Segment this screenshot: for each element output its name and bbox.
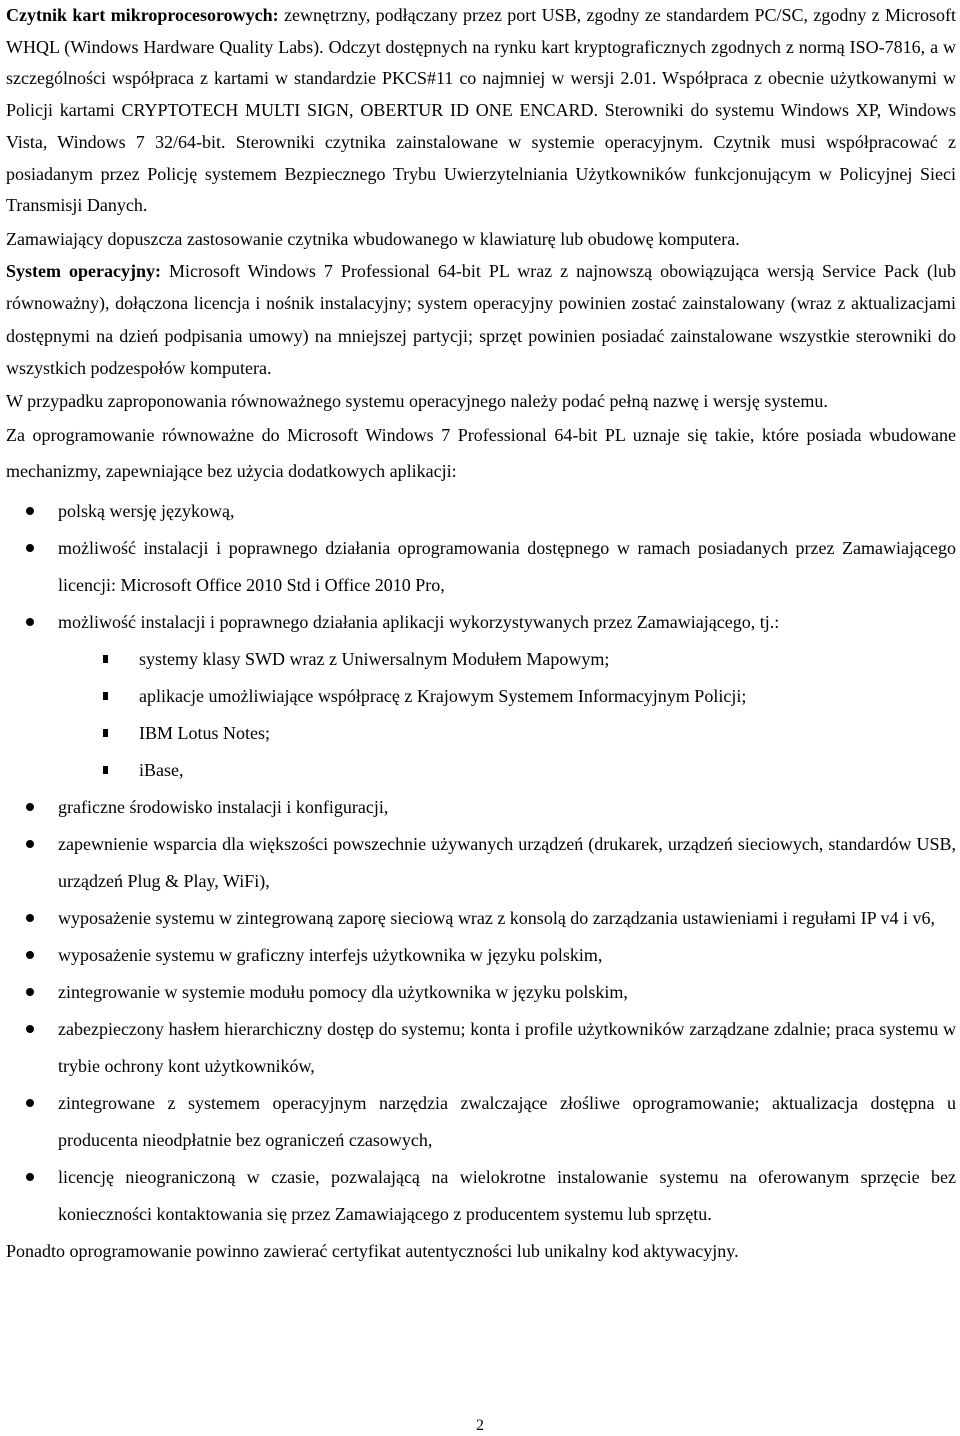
bullet-icon	[26, 840, 34, 848]
sub-list-item-text: IBM Lotus Notes;	[139, 722, 271, 743]
bullet-icon	[26, 803, 34, 811]
document-page	[6, 0, 956, 1270]
list-item-text: zintegrowanie w systemie modułu pomocy dla użytkownika w języku polskim,	[58, 981, 628, 1002]
list-item	[6, 789, 956, 826]
sub-list-item	[6, 752, 956, 789]
bullet-icon	[26, 914, 34, 922]
bullet-icon	[26, 507, 34, 515]
list-item	[6, 974, 956, 1011]
list-item-text: polską wersję językową,	[58, 500, 235, 521]
sub-list-item	[6, 678, 956, 715]
requirements-list	[6, 493, 956, 1233]
page-number: 2	[476, 1417, 484, 1434]
paragraph-operating-system	[6, 255, 956, 385]
list-item-text: zabezpieczony hasłem hierarchiczny dostęp do systemu; konta i profile użytkowników zarządzane zdalnie; praca systemu w trybie ochrony kont użytkowników,	[58, 1018, 956, 1076]
sub-list-item-text: iBase,	[139, 759, 184, 780]
list-item-text: wyposażenie systemu w zintegrowaną zaporę sieciową wraz z konsolą do zarządzania ustawieniami i regułami IP v4 i v6,	[58, 907, 936, 928]
sub-list-item	[6, 715, 956, 752]
bullet-icon	[26, 1173, 34, 1181]
list-item	[6, 900, 956, 937]
list-item	[6, 530, 956, 604]
applications-sublist	[58, 641, 956, 789]
paragraph-built-in-reader: Zamawiający dopuszcza zastosowanie czytnika wbudowanego w klawiaturę lub obudowę komputera.	[6, 228, 740, 249]
paragraph-lead: Czytnik kart mikroprocesorowych:	[6, 5, 279, 25]
list-item-text: graficzne środowisko instalacji i konfiguracji,	[58, 796, 389, 817]
list-item-text: zapewnienie wsparcia dla większości powszechnie używanych urządzeń (drukarek, urządzeń sieciowych, standardów USB, urządzeń Plug & Play, WiFi),	[58, 833, 956, 891]
list-item-text: licencję nieograniczoną w czasie, pozwalającą na wielokrotne instalowanie systemu na oferowanym sprzęcie bez konieczności kontaktowania się przez Zamawiającego z producentem systemu lub sprzętu.	[58, 1166, 956, 1224]
paragraph-certificate: Ponadto oprogramowanie powinno zawierać certyfikat autentyczności lub unikalny kod aktywacyjny.	[6, 1240, 739, 1261]
paragraph-body: zewnętrzny, podłączany przez port USB, zgodny ze standardem PC/SC, zgodny z Microsoft WHQL (Windows Hardware Quality Labs). Odczyt dostępnych na rynku kart kryptograficznych zgodnych z normą ISO-7816, a w szczególności współpraca z kartami w standardzie PKCS#11 co najmniej w wersji 2.01. Współpraca z obecnie użytkowanymi w Policji kartami CRYPTOTECH MULTI SIGN, OBERTUR ID ONE ENCARD. Sterowniki do systemu Windows XP, Windows Vista, Windows 7 32/64-bit. Sterowniki czytnika zainstalowane w systemie operacyjnym. Czytnik musi współpracować z posiadanym przez Policję systemem Bezpiecznego Trybu Uwierzytelniania Użytkowników funkcjonującym w Policyjnej Sieci Transmisji Danych.	[6, 5, 957, 216]
list-item	[6, 1159, 956, 1233]
sub-list-item-text: systemy klasy SWD wraz z Uniwersalnym Modułem Mapowym;	[139, 648, 610, 669]
list-item	[6, 826, 956, 900]
list-item	[6, 937, 956, 974]
list-item-text: możliwość instalacji i poprawnego działania oprogramowania dostępnego w ramach posiadanych przez Zamawiającego licencji: Microsoft Office 2010 Std i Office 2010 Pro,	[58, 537, 956, 595]
sub-list-item	[6, 641, 956, 678]
paragraph-body: Microsoft Windows 7 Professional 64-bit PL wraz z najnowszą obowiązująca wersją Service Pack (lub równoważny), dołączona licencja i nośnik instalacyjny; system operacyjny powinien zostać zainstalowany (wraz z aktualizacjami dostępnymi na dzień podpisania umowy) na mniejszej partycji; sprzęt powinien posiadać zainstalowane wszystkie sterowniki do wszystkich podzespołów komputera.	[6, 260, 956, 379]
list-item	[6, 604, 956, 789]
list-item	[6, 1011, 956, 1085]
square-bullet-icon	[103, 655, 108, 663]
list-item-text: zintegrowane z systemem operacyjnym narzędzia zwalczające złośliwe oprogramowanie; aktualizacja dostępna u producenta nieodpłatnie bez ograniczeń czasowych,	[58, 1092, 956, 1150]
paragraph-equivalent-system: W przypadku zaproponowania równoważnego systemu operacyjnego należy podać pełną nazwę i wersję systemu.	[6, 390, 828, 411]
bullet-icon	[26, 544, 34, 552]
bullet-icon	[26, 618, 34, 626]
paragraph-card-reader	[6, 0, 956, 222]
bullet-icon	[26, 988, 34, 996]
square-bullet-icon	[103, 766, 108, 774]
bullet-icon	[26, 1025, 34, 1033]
sub-list-item-text: aplikacje umożliwiające współpracę z Krajowym Systemem Informacyjnym Policji;	[139, 685, 747, 706]
list-item	[6, 1085, 956, 1159]
bullet-icon	[26, 951, 34, 959]
bullet-icon	[26, 1099, 34, 1107]
paragraph-equivalent-requirements: Za oprogramowanie równoważne do Microsoft Windows 7 Professional 64-bit PL uznaje się takie, które posiada wbudowane mechanizmy, zapewniające bez użycia dodatkowych aplikacji:	[6, 424, 956, 481]
square-bullet-icon	[103, 729, 108, 737]
list-item-text: wyposażenie systemu w graficzny interfejs użytkownika w języku polskim,	[58, 944, 603, 965]
square-bullet-icon	[103, 692, 108, 700]
list-item-text: możliwość instalacji i poprawnego działania aplikacji wykorzystywanych przez Zamawiającego, tj.:	[58, 611, 780, 632]
list-item	[6, 493, 956, 530]
paragraph-lead: System operacyjny:	[6, 260, 161, 281]
